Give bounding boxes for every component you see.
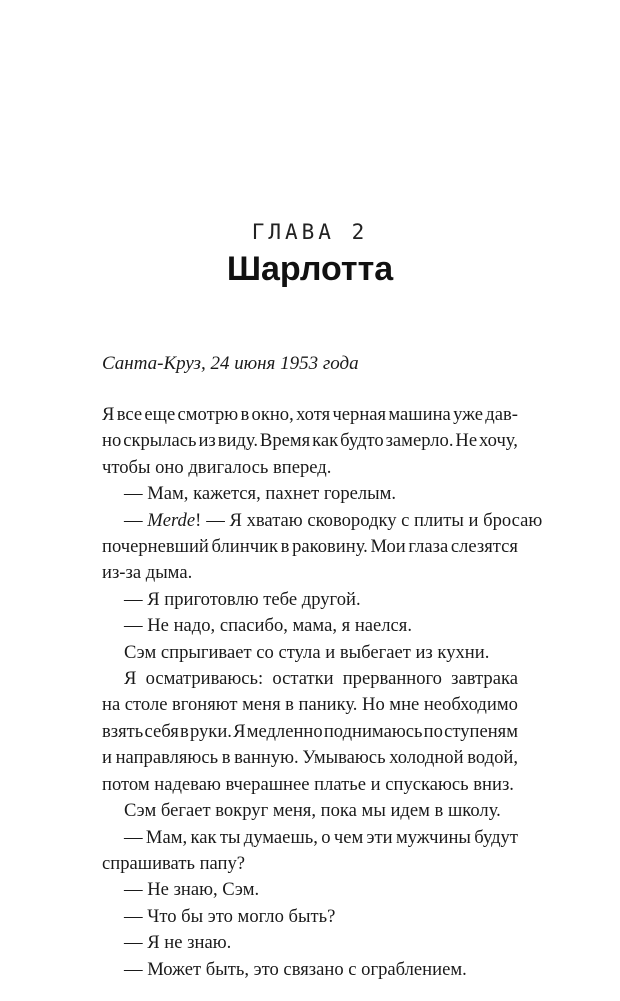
word: Я [102,404,115,425]
dash: — [124,509,148,531]
word: Но [362,694,385,716]
text-line-7: из-за дыма. [102,562,193,584]
word: меня [242,694,281,716]
word: ты [219,826,241,848]
word: как [312,430,339,452]
word: хочу, [479,430,518,452]
text-line-3: чтобы оно двигалось вперед. [102,456,332,478]
word: себя [144,720,179,742]
word: почерневший [102,536,209,558]
word: смотрю [177,404,239,425]
chapter-label: ГЛАВА 2 [251,220,369,244]
word: Я [233,720,246,742]
word: мужчины [395,826,471,848]
word: прерванного [342,668,442,690]
word: замерло. [385,430,454,452]
word: чем [333,826,364,848]
text-line-21: — Я не знаю. [124,932,232,954]
word: завтрака [451,668,518,690]
text-line-18: спрашивать папу? [102,852,246,874]
text-line-20: — Что бы это могло быть? [124,905,336,927]
word: в [285,694,294,716]
word: скрылась [123,430,197,452]
word: Я [124,668,137,690]
word: в [240,404,250,425]
text-line-12 [102,692,518,718]
word: осматриваюсь: [145,668,264,690]
word: Мам, [145,826,188,848]
word: но [102,430,122,452]
text-line-6 [102,534,518,560]
word: столе [124,694,168,716]
word: необходимо [423,694,518,716]
word: как [190,826,217,848]
word: дав- [485,404,518,425]
word: все [116,404,143,425]
word: поднимаюсь [323,720,423,742]
word: Умываюсь [302,747,386,769]
word: слезятся [450,536,518,558]
word: виду. [217,430,258,452]
word: машина [388,404,451,425]
word: черная [332,404,387,425]
text-line-2 [102,428,518,454]
line-5-rest: — Я хватаю сковородку с плиты и бросаю [206,509,543,531]
word: Не [455,430,478,452]
word: мне [389,694,420,716]
word: в [280,536,290,558]
word: на [102,694,121,716]
word: Время [259,430,311,452]
word: раковину. [292,536,368,558]
word: водой, [467,747,518,769]
body-text [102,402,543,983]
word: ванную. [234,747,299,769]
text-line-4: — Мам, кажется, пахнет горелым. [124,483,397,505]
word: эти [366,826,393,848]
word: направляюсь [115,747,219,769]
text-line-9: — Не надо, спасибо, мама, я наелся. [124,615,413,637]
word: панику. [298,694,358,716]
word: из [198,430,216,452]
word: вгоняют [172,694,238,716]
text-line-11 [102,666,518,692]
word: будут [474,826,518,848]
dateline: Санта-Круз, 24 июня 1953 года [102,353,359,374]
merde-punct: ! [195,509,202,531]
word: еще [144,404,176,425]
word: в [221,747,231,769]
chapter-title: Шарлотта [226,250,394,288]
word: уже [453,404,483,425]
text-line-15: потом надеваю вчерашнее платье и спускаюсь вниз. [102,773,514,795]
word: — [124,826,143,848]
text-line-5 [102,508,543,534]
word: окно, [251,404,294,425]
word: остатки [272,668,334,690]
text-line-8: — Я приготовлю тебе другой. [124,588,361,610]
word: глаза [408,536,449,558]
word: взять [102,720,144,742]
word: и [102,747,112,769]
text-line-22: — Может быть, это связано с ограблением. [124,958,467,980]
word: по [423,720,443,742]
text-line-13 [102,719,518,745]
text-line-14 [102,745,518,771]
word: медленно [246,720,323,742]
text-line-19: — Не знаю, Сэм. [124,879,260,901]
text-line-17 [102,825,518,851]
word: будто [340,430,384,452]
word: Мои [370,536,406,558]
merde-word: Merde [147,509,196,531]
word: холодной [389,747,464,769]
word: в [179,720,189,742]
word: хотя [296,404,331,425]
word: руки. [189,720,232,742]
word: ступеням [444,720,518,742]
word: о [321,826,331,848]
word: думаешь, [243,826,318,848]
text-line-10: Сэм спрыгивает со стула и выбегает из кухни. [124,641,490,663]
word: блинчик [211,536,279,558]
text-line-1 [102,402,518,428]
text-line-16: Сэм бегает вокруг меня, пока мы идем в школу. [124,800,501,822]
